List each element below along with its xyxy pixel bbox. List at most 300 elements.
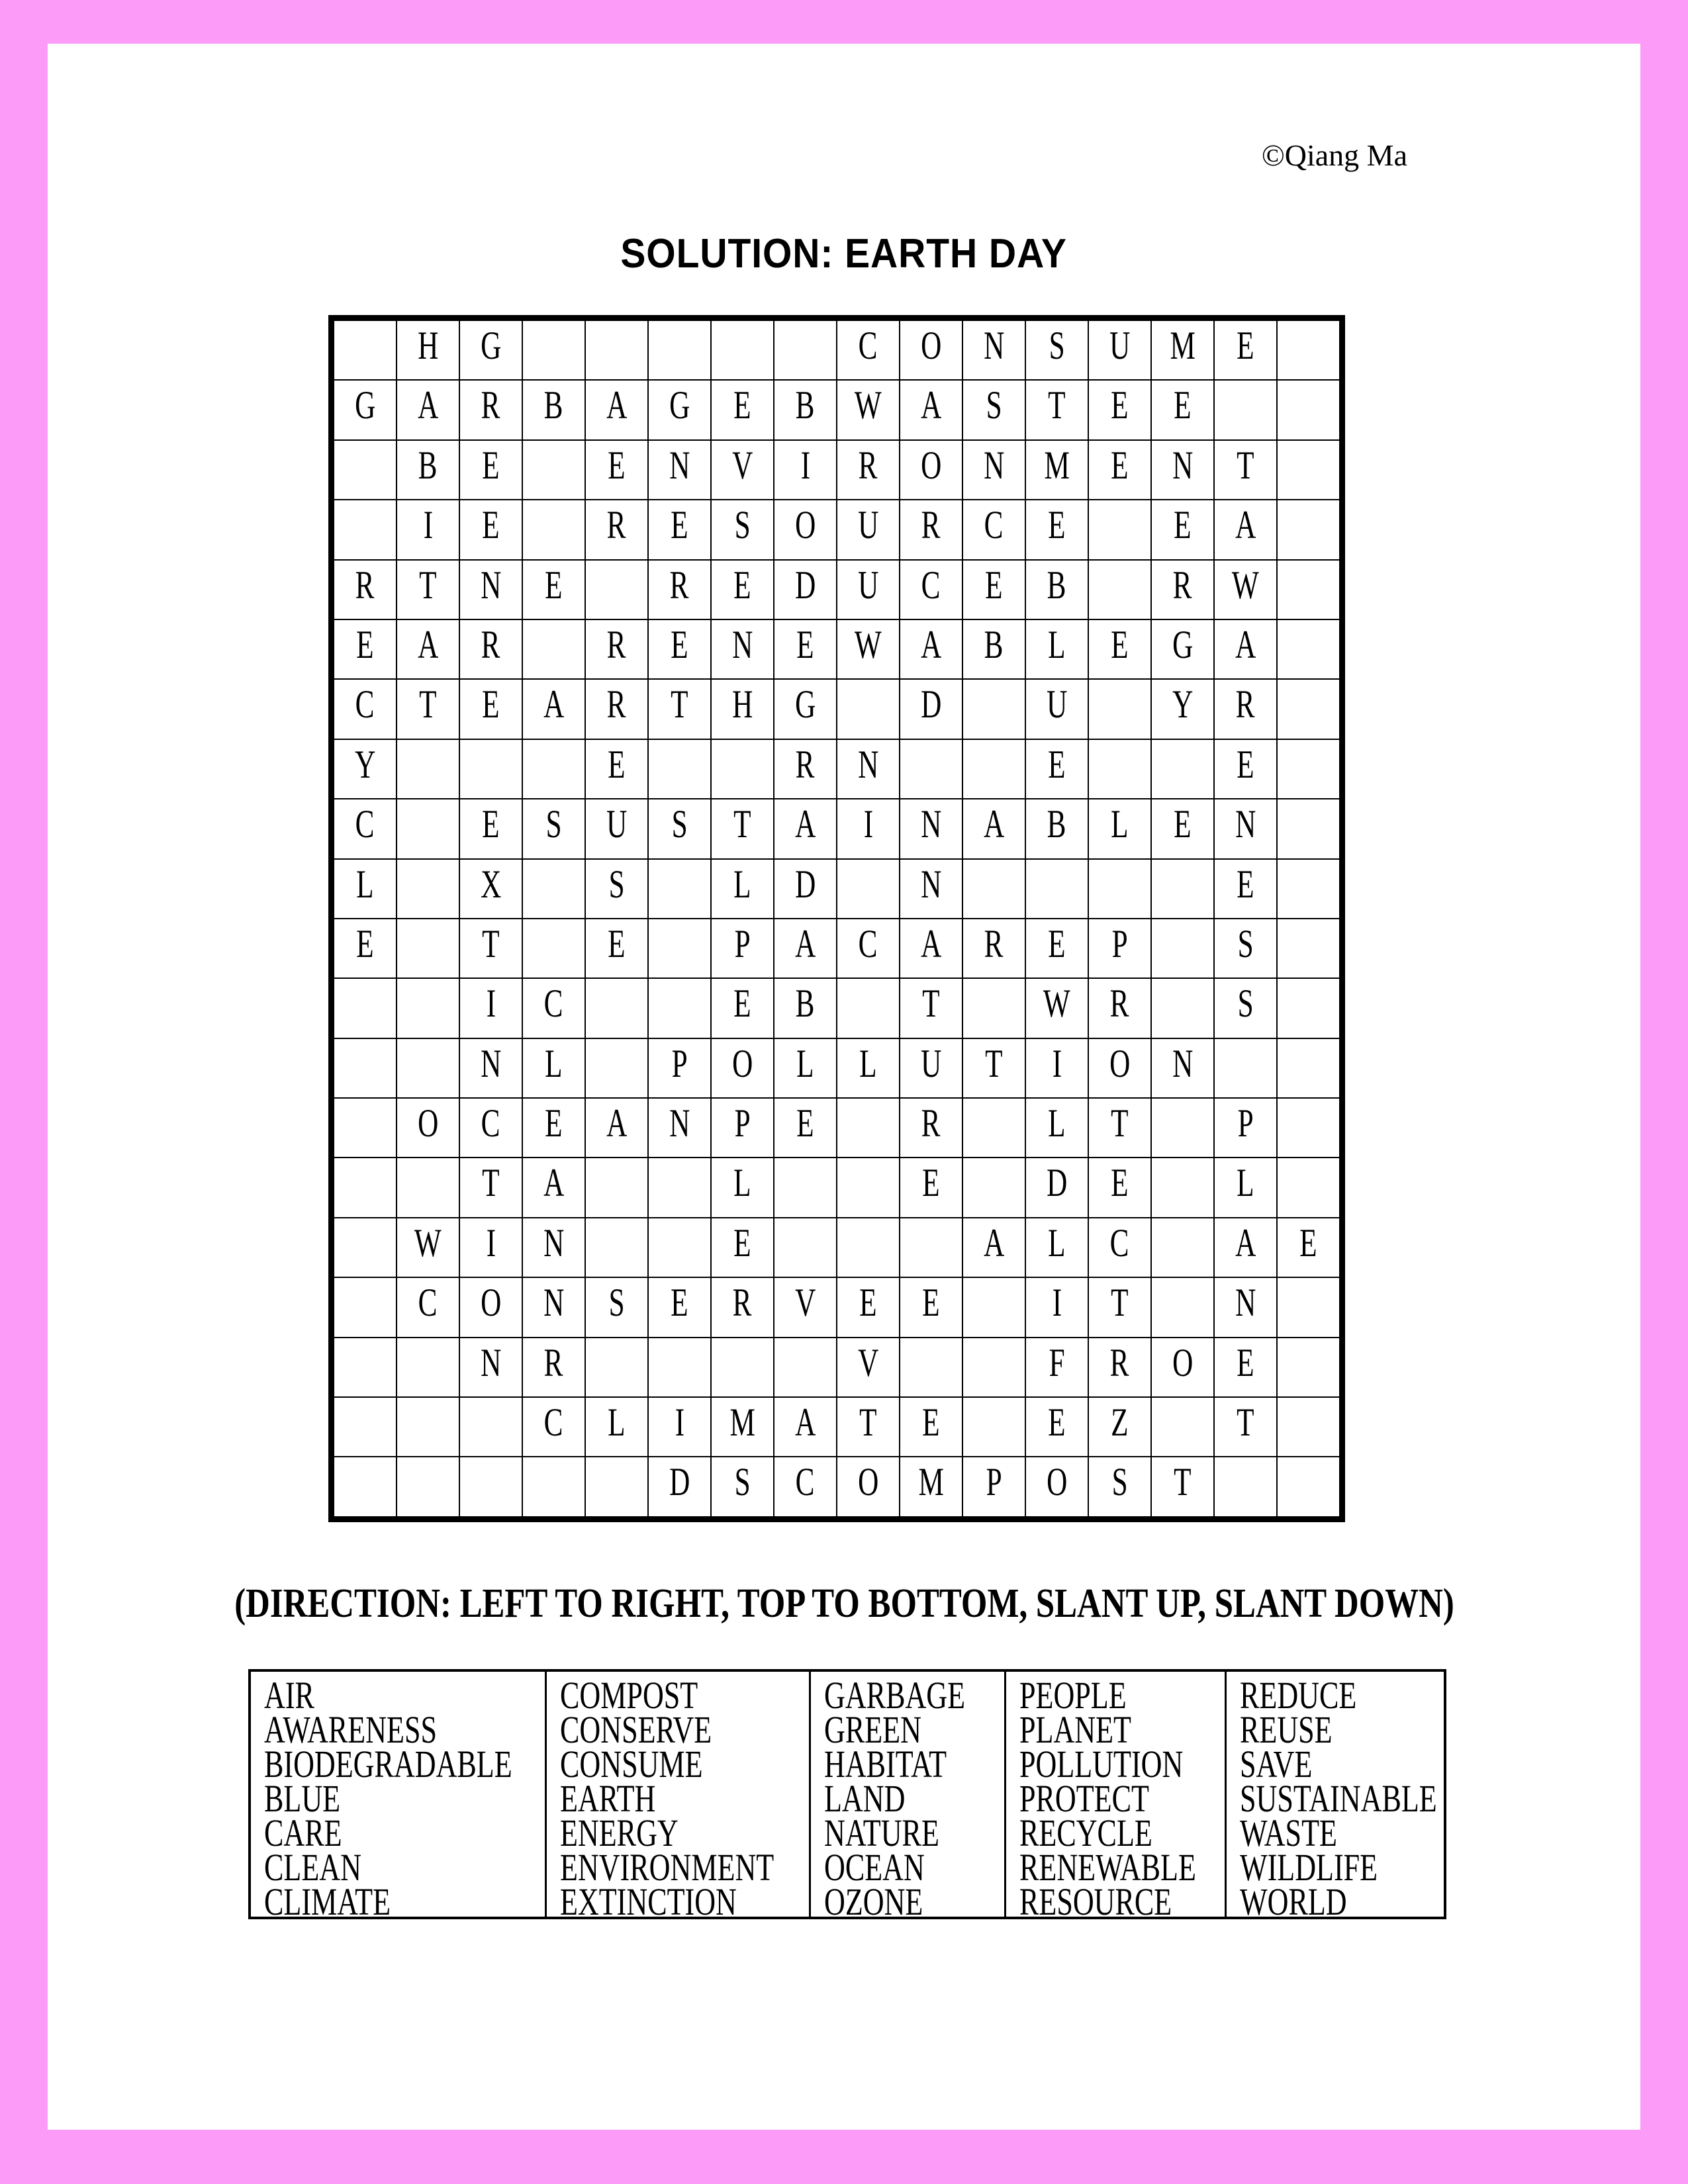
grid-letter: X [480,862,502,906]
grid-cell [397,739,459,799]
word-list-item: ENVIRONMENT [560,1846,774,1889]
grid-cell [1151,859,1214,919]
grid-letter: R [921,503,941,547]
grid-cell [837,320,900,380]
grid-letter: D [794,862,816,906]
grid-letter: Y [1172,682,1194,727]
grid-cell [711,1277,774,1337]
grid-cell [837,1277,900,1337]
grid-letter: E [1174,503,1192,547]
grid-letter: E [482,503,500,547]
grid-cell [900,859,962,919]
grid-letter: N [543,1281,565,1325]
grid-cell [900,679,962,739]
grid-cell [397,919,459,978]
grid-cell [1088,560,1151,619]
grid-letter: G [1172,622,1194,666]
grid-cell [1277,859,1340,919]
grid-letter: L [1048,622,1066,666]
grid-letter: E [1111,1161,1129,1205]
grid-letter: I [423,503,433,547]
grid-cell [711,919,774,978]
grid-cell [585,1218,648,1277]
grid-cell [837,1338,900,1397]
grid-cell [459,1218,522,1277]
grid-cell [1088,739,1151,799]
grid-cell [711,500,774,559]
grid-letter: G [480,324,502,367]
grid-letter: T [482,1161,500,1205]
grid-cell [522,1158,585,1217]
grid-cell [585,619,648,679]
word-list-item: REUSE [1240,1708,1333,1751]
grid-cell [962,1038,1025,1098]
grid-letter: W [855,383,882,428]
grid-letter: P [986,1460,1002,1504]
grid-cell [397,1098,459,1158]
grid-letter: R [1236,682,1255,727]
grid-letter: O [857,1460,879,1504]
grid-cell [1088,1457,1151,1516]
grid-cell [648,739,711,799]
grid-cell [774,679,837,739]
word-list-item: ENERGY [560,1811,679,1854]
grid-letter: A [794,921,816,966]
grid-letter: A [417,383,439,428]
grid-letter: C [796,1460,815,1504]
grid-cell [900,978,962,1038]
grid-letter: C [481,1101,500,1146]
grid-cell [1214,619,1277,679]
grid-letter: R [544,1340,563,1385]
grid-cell [1025,799,1088,858]
grid-cell [1088,1397,1151,1457]
grid-letter: W [1043,981,1070,1026]
grid-letter: R [796,742,815,786]
grid-cell [585,1277,648,1337]
grid-cell [334,919,397,978]
grid-letter: E [859,1281,877,1325]
grid-cell [397,1397,459,1457]
grid-cell [711,320,774,380]
grid-cell [1025,500,1088,559]
grid-cell [522,679,585,739]
grid-letter: L [608,1400,626,1445]
grid-cell [334,1218,397,1277]
grid-cell [1088,380,1151,439]
grid-cell [1151,380,1214,439]
grid-cell [459,619,522,679]
grid-letter: S [608,862,625,906]
grid-cell [1214,440,1277,500]
word-list-column [251,1672,547,1917]
grid-cell [1277,1158,1340,1217]
grid-letter: R [481,622,500,666]
grid-cell [900,919,962,978]
grid-cell [900,1397,962,1457]
grid-letter: F [1049,1340,1065,1385]
grid-letter: E [1111,383,1129,428]
grid-cell [711,739,774,799]
grid-letter: A [543,682,565,727]
grid-letter: O [1172,1340,1194,1385]
grid-letter: N [480,1041,502,1085]
grid-letter: E [922,1400,940,1445]
grid-cell [774,1338,837,1397]
grid-cell [900,1158,962,1217]
grid-cell [459,380,522,439]
grid-cell [711,380,774,439]
grid-cell [900,1338,962,1397]
grid-cell [334,978,397,1038]
grid-cell [334,679,397,739]
grid-cell [774,1277,837,1337]
grid-cell [648,799,711,858]
grid-cell [334,799,397,858]
grid-cell [522,739,585,799]
grid-cell [962,500,1025,559]
grid-letter: T [1237,1400,1254,1445]
grid-cell [334,1338,397,1397]
grid-cell [1214,859,1277,919]
grid-cell [774,739,837,799]
grid-letter: P [1111,921,1128,966]
grid-cell [397,679,459,739]
grid-cell [1277,1218,1340,1277]
grid-cell [459,739,522,799]
grid-cell [900,1277,962,1337]
grid-cell [648,1158,711,1217]
grid-cell [585,978,648,1038]
grid-cell [334,500,397,559]
grid-letter: N [857,742,879,786]
grid-letter: E [1048,1400,1066,1445]
grid-letter: O [920,324,942,367]
grid-cell [1088,619,1151,679]
grid-cell [334,440,397,500]
grid-letter: V [731,443,753,487]
grid-cell [1025,919,1088,978]
grid-cell [1277,1457,1340,1516]
grid-cell [585,799,648,858]
grid-letter: C [418,1281,438,1325]
grid-letter: E [545,563,563,607]
grid-cell [711,1338,774,1397]
grid-cell [962,919,1025,978]
grid-cell [962,739,1025,799]
grid-cell [459,560,522,619]
grid-cell [837,1098,900,1158]
grid-cell [1151,1457,1214,1516]
grid-letter: E [356,921,374,966]
grid-letter: A [983,802,1005,846]
grid-cell [459,679,522,739]
word-list-item: SAVE [1240,1743,1313,1786]
grid-letter: O [1046,1460,1068,1504]
grid-cell [1214,679,1277,739]
grid-letter: S [1111,1460,1128,1504]
grid-cell [1088,320,1151,380]
grid-cell [585,859,648,919]
grid-letter: S [1237,921,1254,966]
grid-cell [711,560,774,619]
grid-cell [522,1218,585,1277]
grid-letter: E [796,1101,814,1146]
grid-cell [837,919,900,978]
grid-letter: T [1237,443,1254,487]
grid-letter: A [606,1101,628,1146]
grid-cell [1277,1038,1340,1098]
grid-cell [837,440,900,500]
word-list-item: GARBAGE [824,1674,966,1717]
grid-cell [1277,739,1340,799]
grid-letter: N [480,563,502,607]
grid-letter: E [1237,742,1254,786]
grid-cell [962,859,1025,919]
grid-letter: E [1048,742,1066,786]
grid-letter: B [984,622,1004,666]
grid-cell [711,1397,774,1457]
grid-letter: I [1052,1281,1062,1325]
grid-cell [334,1158,397,1217]
grid-cell [459,919,522,978]
grid-cell [397,859,459,919]
grid-cell [1088,1338,1151,1397]
grid-cell [522,440,585,500]
grid-cell [711,1457,774,1516]
grid-cell [1088,1098,1151,1158]
grid-cell [334,1277,397,1337]
grid-cell [900,500,962,559]
word-list-item: PROTECT [1019,1777,1149,1820]
grid-cell [774,1098,837,1158]
word-list-item: CONSUME [560,1743,703,1786]
grid-letter: T [859,1400,877,1445]
grid-cell [962,1277,1025,1337]
grid-letter: R [607,682,626,727]
grid-cell [962,320,1025,380]
grid-cell [459,440,522,500]
word-list-item: PEOPLE [1019,1674,1127,1717]
grid-letter: O [731,1041,753,1085]
grid-cell [459,1038,522,1098]
grid-letter: H [417,324,439,367]
word-list-item: CARE [264,1811,342,1854]
grid-letter: V [794,1281,816,1325]
grid-cell [774,859,837,919]
grid-cell [397,1038,459,1098]
grid-cell [1277,320,1340,380]
word-list-item: BIODEGRADABLE [264,1743,512,1786]
grid-letter: B [544,383,563,428]
grid-letter: A [417,622,439,666]
grid-cell [1088,1158,1151,1217]
grid-cell [1025,978,1088,1038]
grid-cell [1277,1338,1340,1397]
grid-cell [397,320,459,380]
grid-cell [1277,679,1340,739]
word-list-item: CONSERVE [560,1708,712,1751]
grid-cell [522,1038,585,1098]
word-list-item: AWARENESS [264,1708,437,1751]
grid-cell [1151,440,1214,500]
grid-letter: R [481,383,500,428]
grid-letter: A [1235,1220,1256,1265]
grid-cell [459,500,522,559]
grid-letter: G [669,383,690,428]
grid-cell [774,799,837,858]
word-list-item: RECYCLE [1019,1811,1152,1854]
grid-cell [1025,619,1088,679]
grid-cell [459,978,522,1038]
grid-cell [962,1457,1025,1516]
grid-cell [1151,320,1214,380]
grid-letter: B [796,383,815,428]
grid-cell [1025,1277,1088,1337]
grid-letter: V [857,1340,879,1385]
grid-letter: E [733,981,751,1026]
grid-cell [774,380,837,439]
grid-letter: B [1047,563,1066,607]
grid-letter: G [794,682,816,727]
grid-letter: T [1111,1101,1129,1146]
word-list-item: GREEN [824,1708,922,1751]
grid-cell [585,1038,648,1098]
grid-cell [334,859,397,919]
grid-letter: I [1052,1041,1062,1085]
grid-cell [522,500,585,559]
grid-cell [648,1218,711,1277]
grid-cell [585,1098,648,1158]
grid-cell [837,799,900,858]
grid-letter: P [734,1101,751,1146]
grid-cell [1151,978,1214,1038]
grid-cell [1214,978,1277,1038]
grid-cell [585,560,648,619]
grid-letter: A [606,383,628,428]
grid-cell [648,1098,711,1158]
grid-letter: N [983,443,1005,487]
grid-cell [774,1218,837,1277]
grid-cell [522,1277,585,1337]
grid-letter: E [1299,1220,1317,1265]
grid-letter: A [983,1220,1005,1265]
grid-letter: E [1174,802,1192,846]
grid-letter: L [1048,1101,1066,1146]
grid-cell [1214,739,1277,799]
grid-cell [962,679,1025,739]
grid-cell [334,320,397,380]
grid-letter: T [671,682,688,727]
grid-letter: E [1048,503,1066,547]
grid-cell [1025,739,1088,799]
grid-cell [459,1397,522,1457]
grid-cell [900,1457,962,1516]
grid-cell [648,619,711,679]
grid-letter: L [545,1041,563,1085]
grid-letter: R [607,503,626,547]
grid-cell [1088,440,1151,500]
grid-cell [1151,500,1214,559]
grid-letter: E [1174,383,1192,428]
grid-cell [1025,320,1088,380]
grid-cell [1088,978,1151,1038]
grid-cell [1088,859,1151,919]
grid-letter: L [1237,1161,1254,1205]
grid-letter: I [675,1400,684,1445]
grid-cell [711,1098,774,1158]
grid-letter: E [671,622,688,666]
grid-cell [1151,1397,1214,1457]
grid-cell [459,1457,522,1516]
word-list-item: POLLUTION [1019,1743,1184,1786]
grid-letter: E [733,563,751,607]
grid-cell [774,1158,837,1217]
grid-cell [837,1397,900,1457]
grid-cell [648,560,711,619]
grid-cell [1277,1277,1340,1337]
grid-cell [522,799,585,858]
grid-cell [900,440,962,500]
grid-cell [774,320,837,380]
grid-letter: U [1109,324,1131,367]
grid-letter: S [671,802,688,846]
grid-cell [397,1277,459,1337]
grid-cell [334,739,397,799]
grid-letter: P [1237,1101,1254,1146]
grid-letter: N [1172,443,1194,487]
grid-letter: E [356,622,374,666]
grid-letter: H [731,682,753,727]
grid-letter: S [1049,324,1065,367]
grid-letter: N [1172,1041,1194,1085]
grid-letter: T [922,981,940,1026]
grid-letter: T [1111,1281,1129,1325]
word-list-item: NATURE [824,1811,940,1854]
direction-row [0,1580,1688,1627]
grid-letter: O [920,443,942,487]
grid-cell [585,1457,648,1516]
word-list-item: CLIMATE [264,1880,391,1917]
grid-cell [648,1277,711,1337]
grid-cell [1151,1038,1214,1098]
grid-letter: E [608,443,626,487]
grid-cell [522,560,585,619]
grid-cell [1214,1277,1277,1337]
grid-cell [1214,1158,1277,1217]
word-list-item: AIR [264,1674,314,1717]
grid-cell [837,739,900,799]
grid-cell [900,1218,962,1277]
grid-letter: B [1047,802,1066,846]
grid-cell [837,380,900,439]
grid-cell [522,919,585,978]
grid-cell [1277,799,1340,858]
copyright-notice: ©Qiang Ma [1261,138,1407,172]
grid-cell [774,978,837,1038]
grid-cell [648,1457,711,1516]
grid-letter: T [1174,1460,1192,1504]
grid-letter: A [794,802,816,846]
grid-cell [837,560,900,619]
grid-cell [1088,799,1151,858]
grid-cell [900,799,962,858]
grid-letter: P [734,921,751,966]
grid-cell [1025,1397,1088,1457]
grid-cell [459,799,522,858]
grid-letter: B [418,443,438,487]
grid-letter: L [356,862,374,906]
